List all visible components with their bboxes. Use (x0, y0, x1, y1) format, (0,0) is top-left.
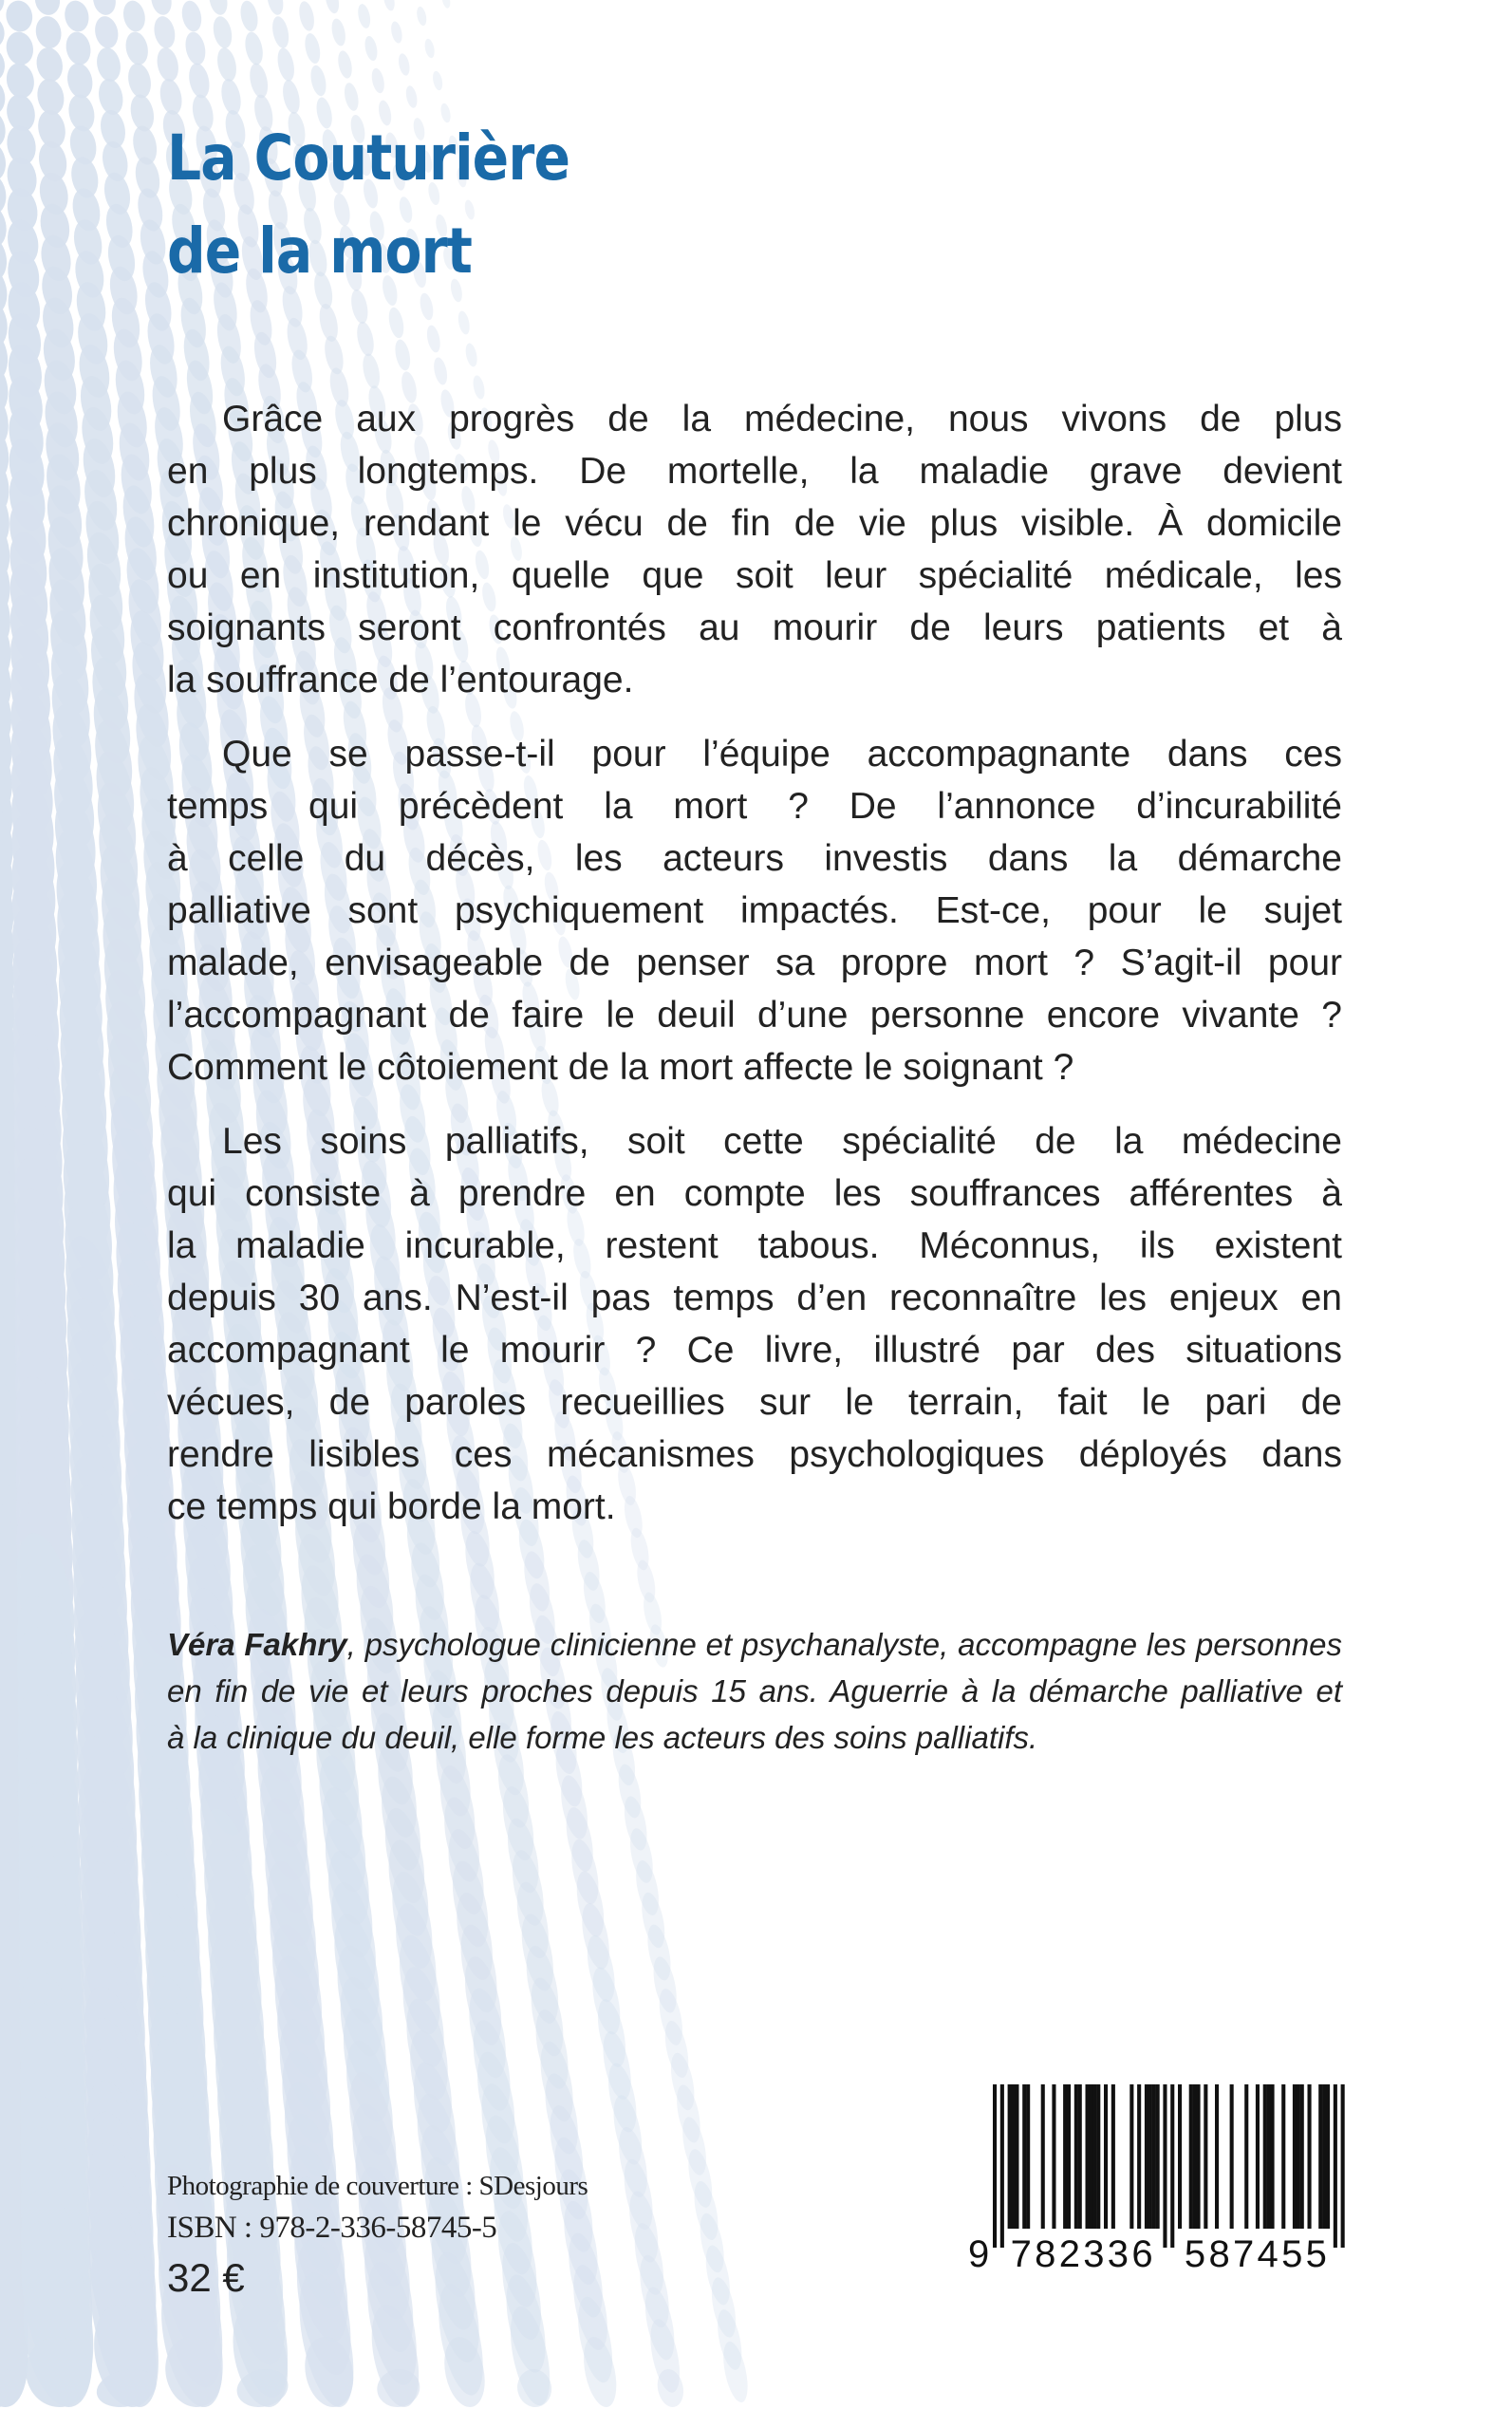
text-line: vécues, de paroles recueillies sur le terrain, fait le pari de (167, 1382, 1342, 1423)
text-line: temps qui précèdent la mort ? De l’annonce d’incurabilité (167, 786, 1342, 827)
background-dot (151, 14, 177, 50)
background-dot (363, 35, 379, 62)
isbn: ISBN : 978-2-336-58745-5 (167, 2211, 497, 2245)
text-line: ou en institution, quelle que soit leur spécialité médicale, les (167, 555, 1342, 596)
text-line: Que se passe-t-il pour l’équipe accompagnante dans ces (222, 734, 1342, 775)
barcode-bar (1230, 2084, 1234, 2229)
background-dot (303, 32, 323, 65)
barcode-bar (1341, 2084, 1345, 2248)
background-dot (343, 82, 361, 112)
background-dot (440, 0, 451, 9)
background-dot (33, 14, 65, 51)
bio-line: à la clinique du deuil, elle forme les acteurs des soins palliatifs. (167, 1720, 1038, 1755)
text-line: Comment le côtoiement de la mort affecte le soignant ? (167, 1047, 1074, 1088)
barcode-bar (1022, 2084, 1026, 2229)
background-dot (247, 62, 271, 100)
barcode-bar (1193, 2084, 1197, 2229)
barcode-bar (1244, 2084, 1248, 2229)
text-line: en plus longtemps. De mortelle, la maladie grave devient (167, 451, 1342, 492)
background-dot (280, 79, 302, 116)
background-dot (122, 29, 150, 66)
title-line-2: de la mort (167, 215, 473, 288)
barcode-bar (1263, 2084, 1267, 2229)
background-dot (336, 49, 354, 80)
background-dot (215, 46, 239, 83)
background-dot (125, 61, 154, 100)
background-dot (238, 0, 261, 33)
background-dot (265, 0, 286, 16)
background-dot (33, 45, 65, 84)
book-title (167, 112, 569, 298)
paragraph-3 (167, 1115, 1342, 1533)
barcode-bar (1111, 2084, 1115, 2229)
barcode-bar (1092, 2084, 1096, 2229)
barcode-bar (1204, 2084, 1207, 2229)
barcode-bar (1322, 2084, 1326, 2229)
barcode-bar (1078, 2084, 1082, 2229)
footer-info (167, 2166, 588, 2306)
barcode-bar (1156, 2084, 1160, 2229)
barcode-bar (1197, 2084, 1201, 2229)
barcode-digits: 782336 (1010, 2233, 1153, 2274)
barcode-bar (1189, 2084, 1193, 2229)
barcode-bar (1074, 2084, 1078, 2229)
barcode-bar (1178, 2084, 1182, 2229)
barcode-bar (1308, 2084, 1312, 2229)
background-dot (389, 20, 403, 44)
barcode-bar (1297, 2084, 1300, 2229)
text-line: chronique, rendant le vécu de fin de vie plus visible. À domicile (167, 503, 1342, 544)
background-dot (92, 14, 121, 50)
background-dot (329, 17, 347, 47)
background-dot (0, 0, 7, 18)
author-name: Véra Fakhry (167, 1627, 347, 1662)
barcode-bar (1041, 2084, 1045, 2229)
background-dot (360, 352, 383, 390)
background-dot (3, 29, 36, 67)
title-line-1: La Couturière (167, 121, 570, 195)
barcode-bar (1215, 2084, 1219, 2229)
paragraph-2 (167, 728, 1342, 1093)
background-dot (94, 46, 123, 84)
background-dot (154, 46, 181, 84)
text-line: palliative sont psychiquement impactés. Est-ce, pour le sujet (167, 890, 1342, 931)
barcode-bar (1318, 2084, 1322, 2229)
text-line: l’accompagnant de faire le deuil d’une personne encore vivante ? (167, 995, 1342, 1036)
barcode-bar (1000, 2084, 1004, 2248)
barcode-bar (1104, 2084, 1108, 2229)
barcode-bar (1256, 2084, 1260, 2229)
text-line: Les soins palliatifs, soit cette spécialité de la médecine (222, 1121, 1342, 1162)
paragraph-1 (167, 393, 1342, 706)
text-line: rendre lisibles ces mécanismes psychologiques déployés dans (167, 1434, 1342, 1475)
text-line: soignants seront confrontés au mourir de leurs patients et à (167, 607, 1342, 648)
barcode-bar (1271, 2084, 1275, 2229)
bio-text: , psychologue clinicienne et psychanalyste, accompagne les personnes (346, 1627, 1342, 1662)
background-dot (423, 38, 436, 59)
barcode-bar (1067, 2084, 1071, 2229)
background-dot (121, 0, 148, 33)
barcode-bar (1152, 2084, 1156, 2229)
blurb-text (167, 393, 1342, 1555)
barcode-bar (1293, 2084, 1297, 2229)
background-dot (370, 67, 386, 95)
barcode-bar (1267, 2084, 1271, 2229)
bio-line (167, 1621, 1342, 1668)
text-line: ce temps qui borde la mort. (167, 1486, 616, 1527)
photo-credit: Photographie de couverture : SDesjours (167, 2171, 588, 2201)
background-dot (182, 30, 208, 67)
background-dot (207, 0, 230, 17)
background-dot (324, 0, 342, 14)
text-line: accompagnant le mourir ? Ce livre, illustré par des situations (167, 1330, 1342, 1371)
background-dot (464, 342, 479, 367)
background-dot (179, 0, 204, 33)
author-bio (167, 1621, 1342, 1761)
background-dot (393, 338, 413, 372)
background-dot (404, 84, 419, 109)
background-dot (270, 15, 291, 50)
barcode-bar (1052, 2084, 1055, 2229)
background-dot (457, 310, 472, 336)
barcode-bar (1026, 2084, 1030, 2229)
barcode-digits: 9 (968, 2233, 990, 2274)
barcode-bar (1170, 2084, 1174, 2248)
background-dot (356, 3, 372, 29)
barcode-bar (1089, 2084, 1092, 2229)
barcode-bar (1012, 2084, 1016, 2229)
text-line: qui consiste à prendre en compte les souffrances afférentes à (167, 1173, 1342, 1214)
barcode-bar (1086, 2084, 1090, 2229)
barcode-bar (1148, 2084, 1152, 2229)
background-dot (211, 14, 234, 49)
barcode-bar (1334, 2084, 1337, 2248)
background-dot (3, 0, 35, 34)
text-line: depuis 30 ans. N’est-il pas temps d’en reconnaître les enjeux en (167, 1278, 1342, 1318)
background-dot (297, 0, 317, 32)
background-dot (90, 0, 118, 17)
background-dot (386, 306, 406, 339)
background-dot (63, 29, 93, 67)
background-dot (354, 320, 376, 358)
background-dot (431, 70, 443, 91)
barcode-digits: 587455 (1184, 2233, 1327, 2274)
background-dot (425, 324, 442, 353)
background-dot (149, 0, 175, 17)
barcode-bar (1281, 2084, 1285, 2229)
barcode-bar (1300, 2084, 1304, 2229)
background-dot (416, 6, 428, 27)
background-dot (397, 52, 411, 76)
background-dot (275, 47, 297, 83)
background-dot (62, 0, 91, 34)
price: 32 € (167, 2255, 245, 2300)
background-dot (432, 356, 450, 385)
barcode-bar (1015, 2084, 1018, 2229)
barcode-bar (1145, 2084, 1148, 2229)
isbn-barcode (959, 2084, 1357, 2274)
barcode-bar (1129, 2084, 1133, 2229)
background-dot (308, 64, 328, 97)
barcode-bar (1063, 2084, 1067, 2229)
barcode-bar (1326, 2084, 1330, 2229)
text-line: la maladie incurable, restent tabous. Méconnus, ils existent (167, 1225, 1342, 1266)
barcode-bar (1137, 2084, 1141, 2229)
bio-line: en fin de vie et leurs proches depuis 15 ans. Aguerrie à la démarche palliative et (167, 1673, 1342, 1709)
background-dot (382, 0, 396, 11)
background-dot (186, 62, 213, 101)
barcode-bar (1096, 2084, 1100, 2229)
text-line: Grâce aux progrès de la médecine, nous vivons de plus (222, 399, 1342, 439)
background-dot (242, 30, 265, 66)
barcode-bar (993, 2084, 997, 2248)
barcode-bar (1163, 2084, 1167, 2248)
background-dot (0, 13, 8, 50)
text-line: la souffrance de l’entourage. (167, 660, 634, 700)
barcode-bar (1008, 2084, 1012, 2229)
background-dot (32, 0, 63, 17)
text-line: malade, envisageable de penser sa propre mort ? S’agit-il pour (167, 943, 1342, 983)
text-line: à celle du décès, les acteurs investis dans la démarche (167, 838, 1342, 879)
